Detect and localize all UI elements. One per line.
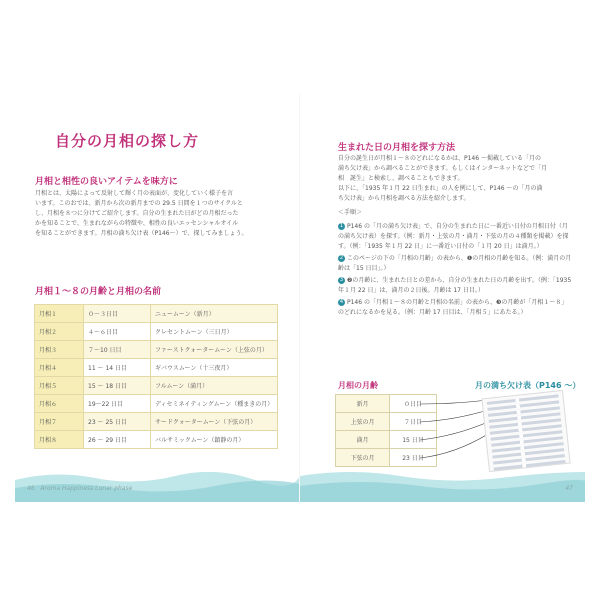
phase-number: 月相７ — [35, 413, 84, 431]
phase-name: 新月 — [336, 395, 390, 413]
watercolor-wave-decoration — [300, 462, 585, 502]
section-heading-items: 月相と相性の良いアイテムを味方に — [35, 177, 178, 187]
section-heading-find: 生まれた日の月相を探す方法 — [338, 143, 456, 153]
table-row — [35, 341, 278, 359]
crescent-moon-icon — [25, 116, 59, 162]
left-page — [15, 94, 300, 502]
find-line: ち欠け表」から月相を調べる方法を紹介します。 — [338, 195, 470, 202]
phase-days: 26 ～ 29 日目 — [84, 431, 151, 449]
phase-name: ニュームーン（新月） — [151, 305, 278, 323]
section-heading-chart: 月の満ち欠け表（P146 ～） — [475, 381, 581, 390]
find-line: 自分の誕生日が月相１～８のどれになるかは、P146 ～掲載している「月の — [338, 155, 541, 162]
step-text: P146 の「月の満ち欠け表」で、自分の生まれた日に一番近い日付の月相日付（月の満ち欠け表）を探す。（例：新月・上弦の月・満月・下弦の月の４種類を掲載）を探す。（例：「1935 年１月 22 日」に一番近い日付の「１月 20 日」は満月。） — [338, 223, 569, 250]
phase-days: ７～10 日目 — [84, 341, 151, 359]
phase-number: 月相１ — [35, 305, 84, 323]
phase-days: 19～22 日目 — [84, 395, 151, 413]
find-line: 以下に、「1935 年１月 22 日生まれ」の人を例にして、P146 ～の「月の満 — [338, 185, 543, 192]
step-item — [338, 254, 573, 274]
phase-age: 15 日目 — [390, 431, 437, 449]
running-footer: Aroma Happiness Lunar phase — [40, 485, 133, 492]
step-text: ❷の月齢に、生まれた日との差から、自分の生まれた日の月齢を出す。（例：「1935 年１月 22 日」は、満月の２日後。月齢は 17 日目。） — [338, 277, 572, 294]
step-item — [338, 222, 573, 252]
phase-days: 15 ～ 18 日目 — [84, 377, 151, 395]
step-number-icon: 4 — [339, 299, 344, 305]
step-number-icon: 1 — [339, 223, 344, 229]
table-row — [35, 395, 278, 413]
moon-phase-table — [34, 304, 278, 449]
phase-name: ディセミネイティングムーン（種まきの月） — [151, 395, 278, 413]
step-number-icon: 3 — [339, 277, 344, 283]
page-title: 自分の月相の探し方 — [55, 132, 200, 150]
phase-number: 月相３ — [35, 341, 84, 359]
find-line: 相 誕生」と検索し、調べることもできます。 — [338, 175, 464, 182]
phase-name: 下弦の月 — [336, 449, 390, 467]
phase-name: ギバウスムーン（十三夜月） — [151, 359, 278, 377]
phase-days: ４～６日目 — [84, 323, 151, 341]
phase-name: サードクォータームーン（下弦の月） — [151, 413, 278, 431]
phase-number: 月相２ — [35, 323, 84, 341]
intro-line: 月相とは、太陽によって反射して輝く月の表面が、変化していく様子を言 — [35, 190, 234, 197]
phase-name: 上弦の月 — [336, 413, 390, 431]
arrow-connectors — [420, 396, 490, 466]
step-text: このページの下の「月相の月齢」の表から、❶の月相の月齢を知る。（例：満月の月齢は「15 日目」。） — [338, 255, 572, 272]
phase-name: クレセントムーン（三日月） — [151, 323, 278, 341]
step-item — [338, 298, 573, 318]
find-paragraph — [338, 154, 576, 204]
moon-chart-thumbnail — [481, 390, 570, 472]
table-row — [35, 413, 278, 431]
page-folio-left — [27, 485, 132, 492]
watercolor-wave-decoration — [15, 462, 300, 502]
table-row — [35, 431, 278, 449]
intro-line: を知ることができます。月相の満ち欠け表（P146～）で、探してみましょう。 — [35, 230, 248, 237]
page-number-right: 47 — [565, 485, 573, 492]
phase-name: フルムーン（満月） — [151, 377, 278, 395]
table-row — [35, 377, 278, 395]
section-heading-age: 月相の月齢 — [338, 381, 378, 390]
phase-number: 月相６ — [35, 395, 84, 413]
table-row — [35, 323, 278, 341]
phase-days: 23 ～ 25 日目 — [84, 413, 151, 431]
phase-days: ０～３日目 — [84, 305, 151, 323]
intro-line: し、月相を８つに分けてご紹介します。自分の生まれた日がどの月相だった — [35, 210, 239, 217]
intro-line: います。このおでは、新月から次の新月までの 29.5 日間を１つのサイクルと — [35, 200, 243, 207]
phase-age: ７日目 — [390, 413, 437, 431]
phase-name: 満月 — [336, 431, 390, 449]
table-row — [35, 359, 278, 377]
phase-name: バルサミックムーン（鎮静の月） — [151, 431, 278, 449]
steps-label: ＜手順＞ — [338, 209, 363, 216]
intro-line: かを知ることで、生まれながらの特徴や、相性の良いエッセンシャルオイル — [35, 220, 239, 227]
step-number-icon: 2 — [339, 255, 344, 261]
phase-number: 月相５ — [35, 377, 84, 395]
phase-number: 月相８ — [35, 431, 84, 449]
section-heading-table: 月相１～８の月齢と月相の名前 — [35, 287, 162, 297]
step-text: P146 の「月相１～８の月齢と月相の名前」の表から、❸の月齢が「月相１～８」のどれになるかを見る。（例：月齢 17 日目は、「月相５」にあたる。） — [338, 299, 568, 316]
phase-age: ０日目 — [390, 395, 437, 413]
find-line: 満ち欠け表」から調べることができます。もしくはインターネットなどで「月 — [338, 165, 547, 172]
phase-days: 11 ～ 14 日目 — [84, 359, 151, 377]
phase-number: 月相４ — [35, 359, 84, 377]
page-number: 46 — [27, 485, 35, 492]
title-block — [25, 116, 285, 162]
table-row — [35, 305, 278, 323]
right-page — [300, 94, 585, 502]
step-item — [338, 276, 573, 296]
book-spread — [15, 94, 585, 502]
steps-list — [338, 222, 573, 320]
phase-age: 23 日目 — [390, 449, 437, 467]
phase-name: ファーストクォータームーン（上弦の月） — [151, 341, 278, 359]
intro-paragraph — [35, 189, 290, 239]
